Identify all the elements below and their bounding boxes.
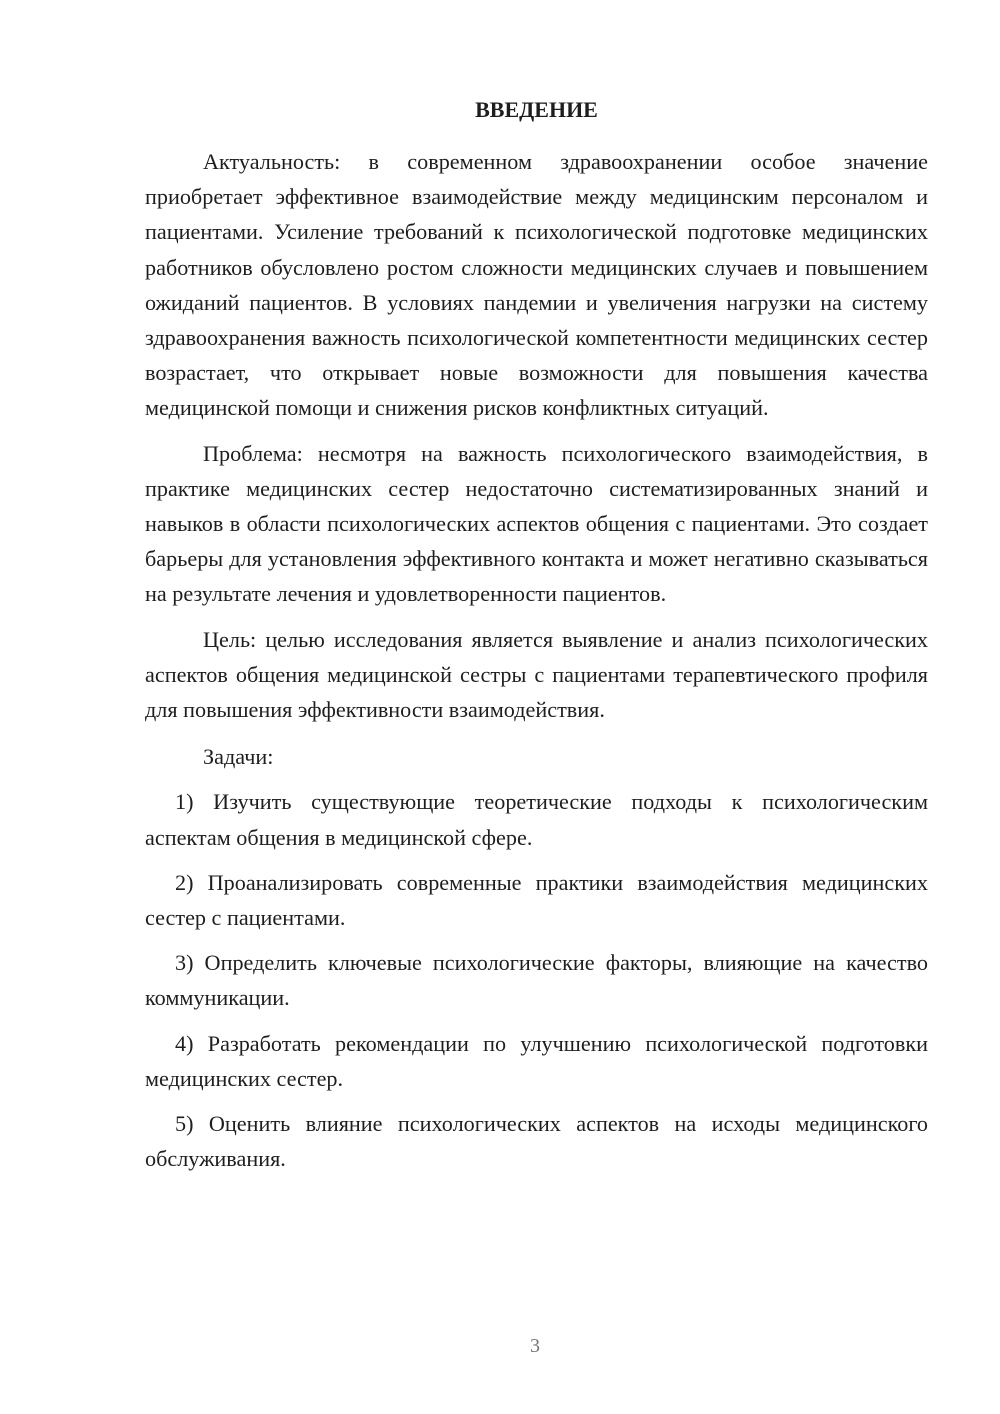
paragraph-relevance: Актуальность: в современном здравоохранении особое значение приобретает эффективное взаимодействие между медицинским персоналом и пациентами. Усиление требований к психологической подготовке медицинских работников обусловлено ростом сложности медицинских случаев и повышением ожиданий пациентов. В условиях пандемии и увеличения нагрузки на систему здравоохранения важность психологической компетентности медицинских сестер возрастает, что открывает новые возможности для повышения качества медицинской помощи и снижения рисков конфликтных ситуаций.	[145, 149, 928, 421]
task-item-3: 3) Определить ключевые психологические факторы, влияющие на качество коммуникации.	[145, 950, 928, 1011]
tasks-title: Задачи:	[203, 744, 274, 770]
paragraph-problem: Проблема: несмотря на важность психологического взаимодействия, в практике медицинских сестер недостаточно систематизированных знаний и навыков в области психологических аспектов общения с пациентами. Это создает барьеры для установления эффективного контакта и может негативно сказываться на результате лечения и удовлетворенности пациентов.	[145, 440, 928, 607]
task-item-5: 5) Оценить влияние психологических аспектов на исходы медицинского обслуживания.	[145, 1111, 928, 1172]
paragraph-goal: Цель: целью исследования является выявление и анализ психологических аспектов общения медицинской сестры с пациентами терапевтического профиля для повышения эффективности взаимодействия.	[145, 626, 928, 723]
section-heading: ВВЕДЕНИЕ	[475, 97, 598, 122]
task-item-4: 4) Разработать рекомендации по улучшению психологической подготовки медицинских сестер.	[145, 1030, 928, 1091]
task-item-1: 1) Изучить существующие теоретические подходы к психологическим аспектам общения в медицинской сфере.	[145, 789, 928, 850]
page-content	[145, 94, 928, 1176]
page-number: 3	[530, 1335, 540, 1357]
task-item-2: 2) Проанализировать современные практики взаимодействия медицинских сестер с пациентами.	[145, 869, 928, 931]
